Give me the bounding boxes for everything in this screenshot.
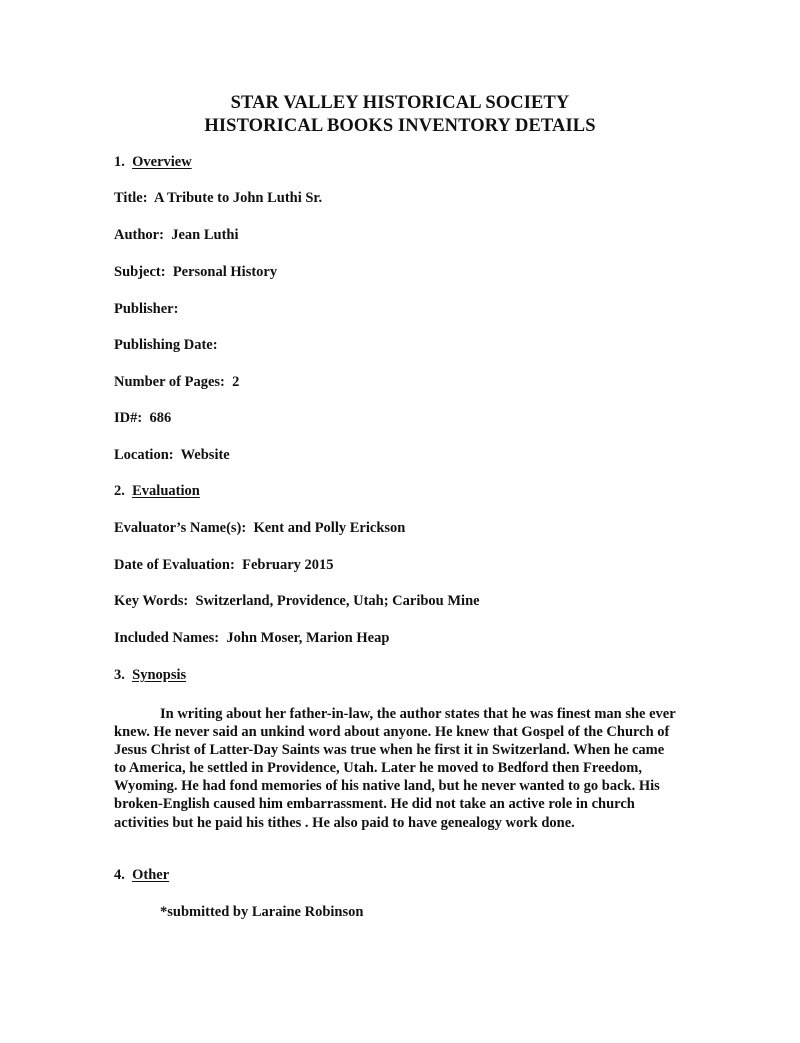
document-header — [0, 92, 800, 138]
section-other-heading — [114, 867, 169, 884]
field-subject — [114, 264, 277, 281]
field-label: Date of Evaluation: — [114, 557, 235, 573]
field-value: Kent and Polly Erickson — [253, 520, 406, 536]
field-date-of-evaluation — [114, 557, 334, 574]
synopsis-paragraph — [114, 705, 679, 832]
field-value: Personal History — [172, 264, 278, 280]
section-number: 4. — [114, 867, 125, 883]
field-author — [114, 227, 239, 244]
section-number: 3. — [114, 667, 125, 683]
field-label: Title: — [114, 190, 148, 206]
section-number: 2. — [114, 483, 125, 499]
field-value: Website — [180, 447, 230, 463]
field-key-words — [114, 593, 480, 610]
field-label: Publishing Date: — [114, 337, 218, 353]
field-label: Number of Pages: — [114, 374, 225, 390]
section-title: Synopsis — [132, 667, 187, 683]
field-label: Included Names: — [114, 630, 220, 646]
society-name: STAR VALLEY HISTORICAL SOCIETY — [230, 93, 570, 113]
field-value: John Moser, Marion Heap — [226, 630, 390, 646]
section-evaluation-heading — [114, 483, 200, 500]
field-publisher — [114, 301, 182, 318]
section-synopsis-heading — [114, 667, 186, 684]
field-label: Publisher: — [114, 301, 179, 317]
synopsis-text: In writing about her father-in-law, the author states that he was finest man she ever knew. He never said an unkind word about anyone. He knew that Gospel of the Church of Jesus Christ of Latter-Day Saints was true when he first it in Switzerland. When he came to America, he settled in Providence, Utah. Later he moved to Bedford then Freedom, Wyoming. He had fond memories of his native land, but he never wanted to go back. His broken-English caused him embarrassment. He did not take an active role in church activities but he paid his tithes . He also paid to have genealogy work done. — [114, 706, 676, 831]
field-label: ID#: — [114, 410, 143, 426]
field-number-of-pages — [114, 374, 239, 391]
field-label: Location: — [114, 447, 174, 463]
field-value: Switzerland, Providence, Utah; Caribou Mine — [195, 593, 480, 609]
field-publishing-date — [114, 337, 221, 354]
field-label: Key Words: — [114, 593, 189, 609]
field-value: Jean Luthi — [171, 227, 239, 243]
field-evaluator-names — [114, 520, 405, 537]
submission-note: *submitted by Laraine Robinson — [160, 904, 364, 920]
field-id — [114, 410, 171, 427]
section-title: Overview — [132, 154, 192, 170]
section-title: Other — [132, 867, 170, 883]
field-value: February 2015 — [242, 557, 334, 573]
field-included-names — [114, 630, 389, 647]
field-title — [114, 190, 322, 207]
field-value: 2 — [232, 374, 240, 390]
section-overview-heading — [114, 154, 192, 171]
field-location — [114, 447, 230, 464]
document-title: HISTORICAL BOOKS INVENTORY DETAILS — [204, 116, 596, 136]
field-label: Subject: — [114, 264, 166, 280]
section-title: Evaluation — [132, 483, 200, 499]
field-label: Evaluator’s Name(s): — [114, 520, 247, 536]
field-label: Author: — [114, 227, 164, 243]
field-value: A Tribute to John Luthi Sr. — [154, 190, 323, 206]
section-number: 1. — [114, 154, 125, 170]
field-value: 686 — [149, 410, 172, 426]
